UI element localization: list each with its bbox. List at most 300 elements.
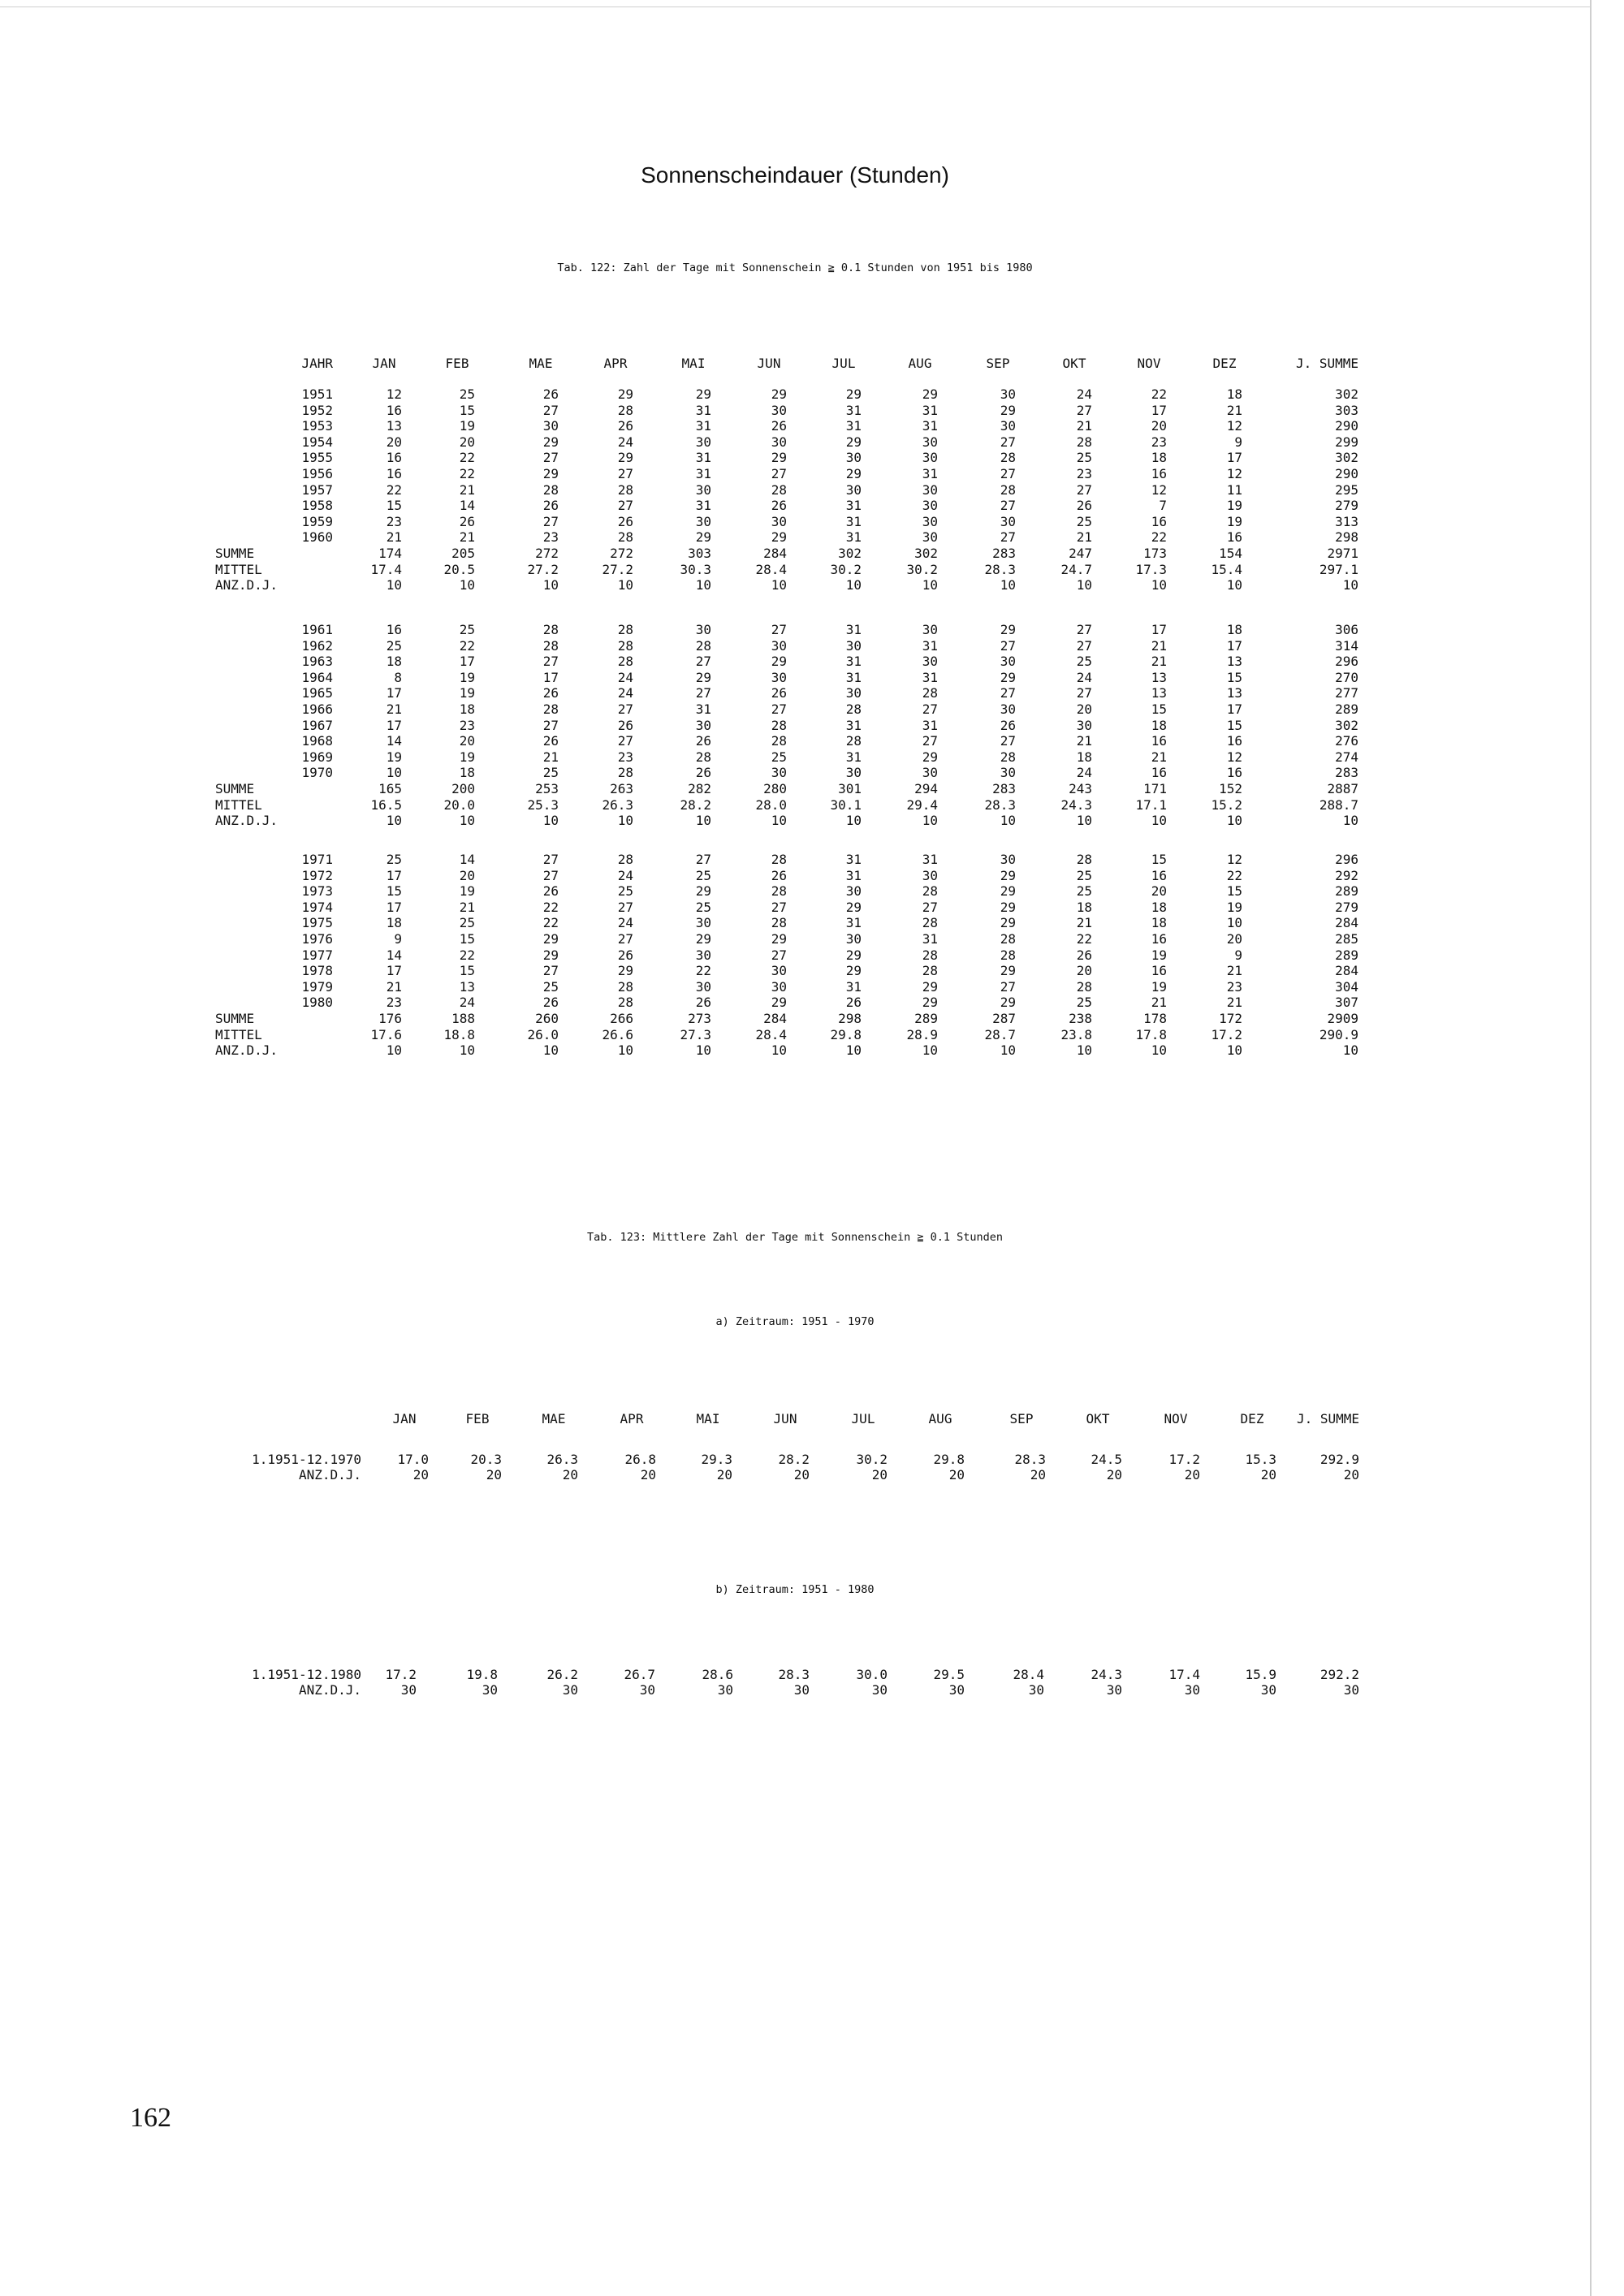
summary-cell: 10 [1226, 813, 1242, 829]
table-cell: 13 [1151, 669, 1167, 685]
table-cell: 28 [1000, 947, 1016, 963]
table-cell: 8 [394, 669, 402, 685]
summary-cell: 10 [922, 1042, 938, 1059]
summary-cell: 27.2 [527, 561, 559, 577]
summary-label: ANZ.D.J. [215, 1042, 279, 1059]
summary-cell: 15.2 [1211, 796, 1242, 813]
table-cell: 22 [459, 947, 475, 963]
table-cell: 302 [1335, 450, 1358, 466]
table-cell: 27 [1076, 637, 1092, 654]
table-cell: 29 [1000, 995, 1016, 1011]
summary-cell: 10 [695, 813, 711, 829]
row-year-label: 1960 [301, 529, 333, 546]
summary-cell: 284 [763, 1011, 787, 1026]
table-cell: 17.2 [1168, 1452, 1200, 1467]
summary-cell: 260 [535, 1011, 559, 1026]
summary-cell: 10 [771, 813, 787, 829]
table-cell: 30 [771, 669, 787, 685]
row-year-label: 1956 [301, 466, 333, 481]
header-okt: OKT [1086, 1411, 1110, 1426]
table-cell: 23 [617, 749, 633, 765]
row-year-label: 1961 [301, 622, 333, 637]
table-cell: 22 [695, 963, 711, 979]
table-cell: 9 [1234, 434, 1242, 450]
summary-cell: 24.7 [1060, 561, 1092, 577]
table-cell: 30 [695, 622, 711, 637]
table-cell: 29 [845, 899, 862, 915]
table-cell: 27 [1000, 978, 1016, 995]
table-cell: 7 [1159, 498, 1167, 514]
table-cell: 21 [459, 899, 475, 915]
summary-cell: 10 [922, 813, 938, 829]
table-cell: 30 [1000, 654, 1016, 670]
summary-cell: 173 [1143, 546, 1167, 561]
table-cell: 29 [845, 947, 862, 963]
table-cell: 30 [1000, 418, 1016, 434]
table-cell: 30 [771, 402, 787, 418]
table-cell: 12 [1226, 418, 1242, 434]
table-cell: 23 [386, 513, 402, 529]
table-cell: 20.3 [470, 1452, 502, 1467]
summary-cell: 188 [451, 1011, 475, 1026]
table-cell: 25 [1076, 883, 1092, 900]
table-cell: 15 [1151, 852, 1167, 867]
table-cell: 30 [1000, 852, 1016, 867]
table-cell: 29 [771, 654, 787, 670]
table-cell: 27 [1076, 685, 1092, 701]
table-cell: 29 [771, 386, 787, 402]
summary-cell: 23.8 [1060, 1026, 1092, 1042]
table-cell: 31 [695, 402, 711, 418]
table-cell: 29 [845, 963, 862, 979]
table-cell: 27 [771, 622, 787, 637]
table-cell: 30 [845, 931, 862, 947]
row-year-label: 1973 [301, 883, 333, 900]
table-cell: 31 [845, 717, 862, 733]
table-cell: 27 [922, 701, 938, 717]
table-cell: 29 [771, 450, 787, 466]
table-cell: 18 [386, 915, 402, 931]
table-cell: 28 [845, 701, 862, 717]
table-cell: 20 [386, 434, 402, 450]
table-cell: 27 [771, 701, 787, 717]
header-dez: DEZ [1240, 1411, 1264, 1426]
table-cell: 24.5 [1091, 1452, 1122, 1467]
row-year-label: 1977 [301, 947, 333, 963]
table-cell: 17 [1226, 450, 1242, 466]
table-cell: 16 [386, 622, 402, 637]
table-cell: 24 [1076, 669, 1092, 685]
table-cell: 18 [1151, 450, 1167, 466]
table-cell: 29 [542, 466, 559, 481]
table-cell: 27 [1000, 637, 1016, 654]
table-cell: 292 [1335, 867, 1358, 883]
table-cell: 22 [542, 915, 559, 931]
table-cell: 20 [1076, 701, 1092, 717]
summary-cell: 205 [451, 546, 475, 561]
table-cell: 28 [695, 637, 711, 654]
table-cell: 29 [1000, 622, 1016, 637]
table-cell: 17.2 [385, 1667, 417, 1682]
table-cell: 28 [922, 947, 938, 963]
table-cell: 277 [1335, 685, 1358, 701]
summary-cell: 10 [386, 1042, 402, 1059]
table-cell: 22 [459, 450, 475, 466]
table-cell: 29 [617, 963, 633, 979]
table-cell: 28 [1000, 749, 1016, 765]
table-cell: 30 [1000, 701, 1016, 717]
table-cell: 30 [922, 654, 938, 670]
row-label: ANZ.D.J. [298, 1467, 361, 1482]
table-cell: 26 [1000, 717, 1016, 733]
table-cell: 30 [771, 963, 787, 979]
table-cell: 30 [482, 1682, 498, 1698]
header-apr: APR [603, 356, 628, 371]
table-cell: 19 [459, 669, 475, 685]
table-cell: 31 [695, 701, 711, 717]
table-cell: 17 [1151, 622, 1167, 637]
table-cell: 30 [793, 1682, 810, 1698]
summary-cell: 283 [992, 546, 1016, 561]
table-cell: 25 [1076, 450, 1092, 466]
table-cell: 27 [695, 685, 711, 701]
table-cell: 296 [1335, 852, 1358, 867]
table-cell: 30 [771, 765, 787, 781]
header-sep: SEP [1009, 1411, 1034, 1426]
table-cell: 18 [1151, 899, 1167, 915]
summary-cell: 28.3 [984, 796, 1016, 813]
table-cell: 28 [771, 717, 787, 733]
table-cell: 29 [922, 995, 938, 1011]
summary-cell: 10 [845, 1042, 862, 1059]
table-cell: 21 [1226, 402, 1242, 418]
summary-cell: 200 [451, 781, 475, 796]
summary-cell: 272 [535, 546, 559, 561]
table-cell: 23 [1151, 434, 1167, 450]
table-cell: 27 [771, 899, 787, 915]
table-cell: 29.5 [933, 1667, 965, 1682]
table-cell: 31 [922, 418, 938, 434]
summary-cell: 301 [838, 781, 862, 796]
table-cell: 23 [459, 717, 475, 733]
header-jun: JUN [757, 356, 781, 371]
table-cell: 21 [1076, 418, 1092, 434]
table-cell: 23 [1226, 978, 1242, 995]
table-cell: 30 [695, 717, 711, 733]
table-cell: 27 [1000, 685, 1016, 701]
table-cell: 15.3 [1245, 1452, 1276, 1467]
summary-cell: 30.2 [830, 561, 862, 577]
table-cell: 30.0 [856, 1667, 888, 1682]
row-year-label: 1966 [301, 701, 333, 717]
header-jsumme: J. SUMME [1295, 356, 1358, 371]
summary-cell: 171 [1143, 781, 1167, 796]
table-cell: 27 [695, 654, 711, 670]
table-cell: 14 [386, 947, 402, 963]
table-cell: 28 [922, 685, 938, 701]
header-apr: APR [620, 1411, 644, 1426]
table-cell: 26.8 [624, 1452, 656, 1467]
summary-cell: 303 [688, 546, 711, 561]
table-cell: 23 [1076, 466, 1092, 481]
table-cell: 16 [1226, 765, 1242, 781]
table-cell: 29 [1000, 915, 1016, 931]
row-year-label: 1968 [301, 733, 333, 749]
summary-cell: 30.3 [680, 561, 711, 577]
table-cell: 27 [1076, 402, 1092, 418]
table-cell: 29 [922, 386, 938, 402]
table-cell: 22 [459, 637, 475, 654]
table-cell: 30 [771, 434, 787, 450]
summary-cell: 2909 [1327, 1011, 1358, 1026]
table-cell: 30 [771, 513, 787, 529]
table-cell: 23 [386, 995, 402, 1011]
table-cell: 18 [459, 701, 475, 717]
table-cell: 28 [1076, 852, 1092, 867]
summary-cell: 10 [1342, 577, 1358, 593]
page-number: 162 [130, 2103, 171, 2133]
table-cell: 19 [459, 749, 475, 765]
table-cell: 21 [1151, 654, 1167, 670]
table-cell: 17 [1226, 637, 1242, 654]
table-cell: 26 [617, 418, 633, 434]
row-year-label: 1975 [301, 915, 333, 931]
table-cell: 14 [459, 852, 475, 867]
table-cell: 26 [695, 733, 711, 749]
summary-cell: 297.1 [1319, 561, 1358, 577]
summary-cell: 10 [1000, 1042, 1016, 1059]
right-scan-edge [1590, 0, 1592, 2296]
summary-cell: 2887 [1327, 781, 1358, 796]
table-cell: 15 [459, 402, 475, 418]
table-cell: 30 [845, 637, 862, 654]
summary-cell: 280 [763, 781, 787, 796]
summary-cell: 152 [1219, 781, 1242, 796]
table-cell: 25 [771, 749, 787, 765]
summary-label: SUMME [215, 1011, 255, 1026]
summary-cell: 17.1 [1135, 796, 1167, 813]
summary-cell: 10 [922, 577, 938, 593]
summary-cell: 30.2 [906, 561, 938, 577]
summary-cell: 10 [542, 813, 559, 829]
header-jun: JUN [773, 1411, 797, 1426]
table-cell: 31 [695, 498, 711, 514]
table-cell: 22 [459, 466, 475, 481]
table-cell: 29 [695, 386, 711, 402]
table-cell: 12 [1226, 749, 1242, 765]
table-cell: 21 [1151, 995, 1167, 1011]
summary-cell: 272 [610, 546, 633, 561]
table-cell: 15 [1151, 701, 1167, 717]
table-cell: 21 [542, 749, 559, 765]
summary-cell: 174 [378, 546, 402, 561]
table-cell: 31 [922, 852, 938, 867]
table-cell: 31 [845, 749, 862, 765]
table-cell: 27 [542, 867, 559, 883]
row-year-label: 1964 [301, 669, 333, 685]
summary-cell: 17.2 [1211, 1026, 1242, 1042]
table-cell: 22 [542, 899, 559, 915]
summary-label: ANZ.D.J. [215, 577, 279, 593]
table-123b-title: b) Zeitraum: 1951 - 1980 [715, 1583, 875, 1596]
table-cell: 25 [542, 765, 559, 781]
summary-cell: 10 [459, 813, 475, 829]
table-cell: 28 [1000, 450, 1016, 466]
table-cell: 29 [1000, 883, 1016, 900]
table-cell: 21 [386, 978, 402, 995]
header-aug: AUG [908, 356, 932, 371]
summary-cell: 16.5 [370, 796, 402, 813]
table-cell: 27 [617, 931, 633, 947]
table-cell: 30 [695, 513, 711, 529]
header-okt: OKT [1062, 356, 1086, 371]
table-cell: 27 [771, 947, 787, 963]
table-cell: 16 [1226, 529, 1242, 546]
table-cell: 28 [617, 529, 633, 546]
summary-cell: 20.5 [443, 561, 475, 577]
table-cell: 22 [1076, 931, 1092, 947]
table-cell: 30 [922, 434, 938, 450]
table-cell: 27 [542, 717, 559, 733]
table-cell: 29 [1000, 867, 1016, 883]
table-cell: 25 [459, 386, 475, 402]
table-cell: 16 [1151, 466, 1167, 481]
table-cell: 20 [793, 1467, 810, 1482]
table-cell: 27 [617, 498, 633, 514]
table-cell: 31 [845, 669, 862, 685]
table-cell: 29.3 [701, 1452, 732, 1467]
table-cell: 18 [386, 654, 402, 670]
table-cell: 19 [1151, 978, 1167, 995]
header-aug: AUG [928, 1411, 952, 1426]
table-cell: 31 [845, 622, 862, 637]
summary-cell: 263 [610, 781, 633, 796]
table-cell: 20 [459, 867, 475, 883]
table-cell: 27 [617, 466, 633, 481]
table-cell: 26 [845, 995, 862, 1011]
top-scan-edge [0, 6, 1592, 7]
table-cell: 30 [922, 867, 938, 883]
table-cell: 26 [542, 685, 559, 701]
table-cell: 19 [1151, 947, 1167, 963]
summary-cell: 17.6 [370, 1026, 402, 1042]
summary-cell: 273 [688, 1011, 711, 1026]
table-cell: 15.9 [1245, 1667, 1276, 1682]
table-cell: 276 [1335, 733, 1358, 749]
table-cell: 21 [1076, 915, 1092, 931]
summary-cell: 290.9 [1319, 1026, 1358, 1042]
table-cell: 17 [1226, 701, 1242, 717]
table-cell: 10 [386, 765, 402, 781]
table-cell: 298 [1335, 529, 1358, 546]
table-cell: 9 [394, 931, 402, 947]
table-122-caption: Tab. 122: Zahl der Tage mit Sonnenschein ≧ 0.1 Stunden von 1951 bis 1980 [557, 261, 1033, 274]
table-cell: 30 [1000, 386, 1016, 402]
header-sep: SEP [986, 356, 1010, 371]
table-cell: 20 [1343, 1467, 1359, 1482]
table-cell: 29 [542, 434, 559, 450]
summary-cell: 10 [1226, 577, 1242, 593]
row-year-label: 1971 [301, 852, 333, 867]
summary-cell: 178 [1143, 1011, 1167, 1026]
table-cell: 17 [386, 685, 402, 701]
table-cell: 25 [1076, 995, 1092, 1011]
table-cell: 27 [1076, 481, 1092, 498]
summary-cell: 10 [695, 1042, 711, 1059]
summary-cell: 26.3 [602, 796, 633, 813]
row-year-label: 1952 [301, 402, 333, 418]
table-cell: 28 [617, 622, 633, 637]
table-cell: 20 [459, 733, 475, 749]
header-jsumme: J. SUMME [1296, 1411, 1359, 1426]
row-year-label: 1959 [301, 513, 333, 529]
table-cell: 30 [695, 915, 711, 931]
table-cell: 30 [845, 883, 862, 900]
summary-cell: 10 [459, 1042, 475, 1059]
table-cell: 24 [617, 434, 633, 450]
table-cell: 20 [640, 1467, 656, 1482]
table-cell: 17.0 [397, 1452, 429, 1467]
table-cell: 274 [1335, 749, 1358, 765]
row-year-label: 1958 [301, 498, 333, 514]
header-mai: MAI [696, 1411, 720, 1426]
summary-label: ANZ.D.J. [215, 813, 279, 829]
table-cell: 24 [459, 995, 475, 1011]
summary-cell: 10 [386, 813, 402, 829]
table-cell: 26.7 [624, 1667, 655, 1682]
summary-cell: 2971 [1327, 546, 1358, 561]
table-cell: 28 [617, 978, 633, 995]
table-cell: 30 [1184, 1682, 1200, 1698]
table-cell: 296 [1335, 654, 1358, 670]
row-label: 1.1951-12.1970 [252, 1452, 361, 1467]
table-cell: 26 [771, 685, 787, 701]
table-cell: 30 [922, 765, 938, 781]
table-cell: 31 [845, 402, 862, 418]
table-cell: 16 [1151, 867, 1167, 883]
summary-label: MITTEL [215, 561, 262, 577]
table-cell: 25 [459, 915, 475, 931]
table-cell: 16 [1151, 931, 1167, 947]
table-cell: 27 [1076, 622, 1092, 637]
table-cell: 28 [771, 481, 787, 498]
table-cell: 13 [1226, 685, 1242, 701]
table-cell: 299 [1335, 434, 1358, 450]
summary-cell: 10 [845, 813, 862, 829]
summary-cell: 10 [1000, 577, 1016, 593]
summary-cell: 26.0 [527, 1026, 559, 1042]
summary-cell: 28.7 [984, 1026, 1016, 1042]
table-cell: 18 [1226, 622, 1242, 637]
table-cell: 15 [386, 498, 402, 514]
table-cell: 28 [542, 637, 559, 654]
table-cell: 21 [1151, 749, 1167, 765]
table-cell: 30 [922, 513, 938, 529]
table-cell: 15 [386, 883, 402, 900]
table-cell: 18 [1076, 749, 1092, 765]
table-cell: 26 [542, 995, 559, 1011]
table-cell: 31 [845, 915, 862, 931]
table-cell: 30 [771, 978, 787, 995]
table-cell: 29 [845, 434, 862, 450]
table-cell: 24 [617, 915, 633, 931]
table-cell: 28 [695, 749, 711, 765]
table-cell: 27 [1000, 434, 1016, 450]
table-cell: 12 [1226, 466, 1242, 481]
table-cell: 29 [695, 529, 711, 546]
table-cell: 29 [1000, 402, 1016, 418]
table-cell: 30 [562, 1682, 578, 1698]
